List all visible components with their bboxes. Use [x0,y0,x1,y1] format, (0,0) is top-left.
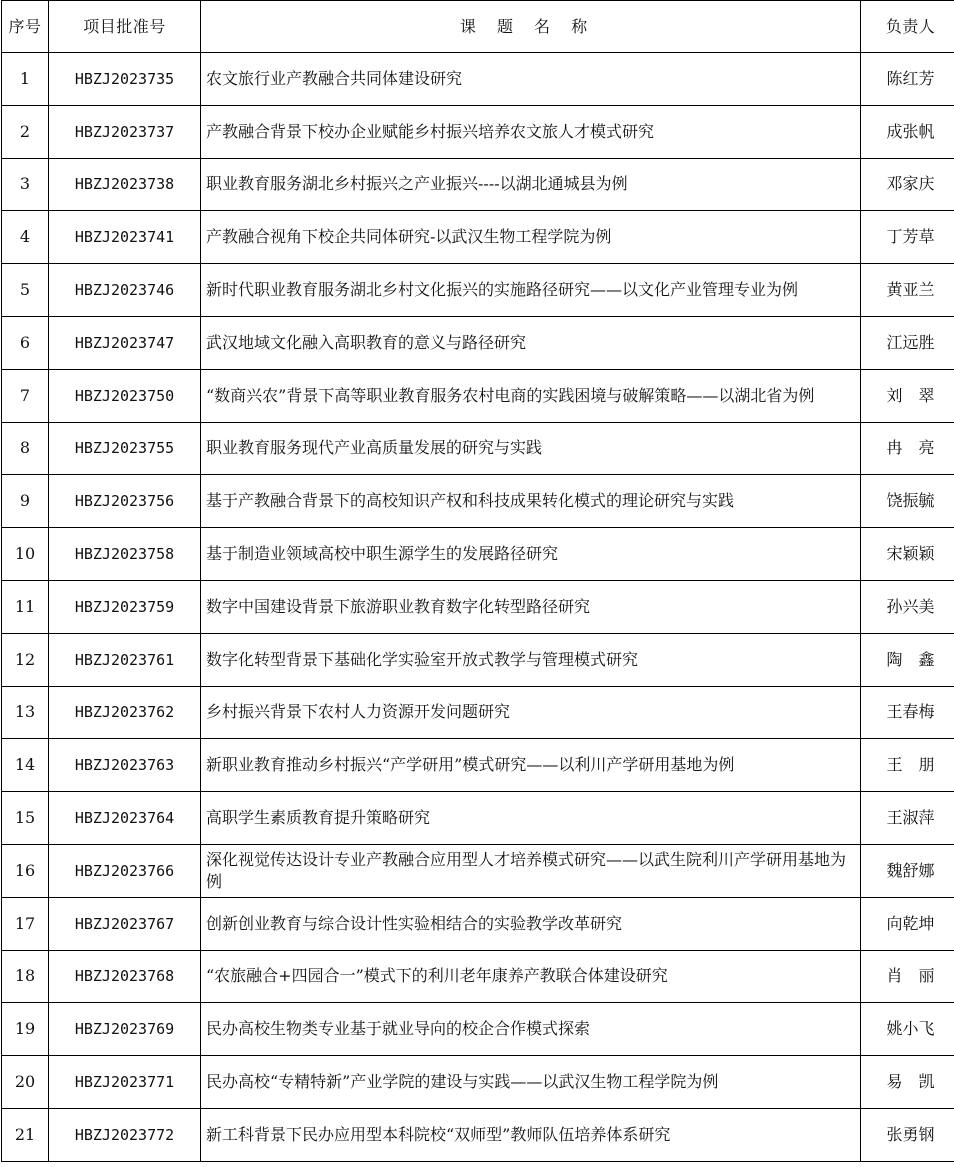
serial-number-cell: 16 [2,844,49,897]
project-table [1,0,954,1162]
project-title-cell: 民办高校“专精特新”产业学院的建设与实践——以武汉生物工程学院为例 [201,1056,861,1109]
project-title-cell: 创新创业教育与综合设计性实验相结合的实验教学改革研究 [201,897,861,950]
approval-number-cell: HBZJ2023763 [49,739,201,792]
approval-number-cell: HBZJ2023737 [49,105,201,158]
table-row [2,1003,954,1056]
table-row [2,686,954,739]
serial-number-cell: 8 [2,422,49,475]
person-in-charge-cell: 邓家庆 [861,158,954,211]
project-title-cell: 基于制造业领域高校中职生源学生的发展路径研究 [201,528,861,581]
table-row [2,158,954,211]
person-in-charge-cell: 魏舒娜 [861,844,954,897]
table-row [2,950,954,1003]
table-row [2,53,954,106]
serial-number-cell: 4 [2,211,49,264]
person-in-charge-cell: 姚小飞 [861,1003,954,1056]
approval-number-cell: HBZJ2023762 [49,686,201,739]
table-row [2,844,954,897]
table-row [2,528,954,581]
approval-number-cell: HBZJ2023755 [49,422,201,475]
project-title-cell: 新时代职业教育服务湖北乡村文化振兴的实施路径研究——以文化产业管理专业为例 [201,264,861,317]
header-serial-number: 序号 [2,1,49,53]
approval-number-cell: HBZJ2023769 [49,1003,201,1056]
table-row [2,1108,954,1161]
person-in-charge-cell: 冉 亮 [861,422,954,475]
project-title-cell: 新工科背景下民办应用型本科院校“双师型”教师队伍培养体系研究 [201,1108,861,1161]
approval-number-cell: HBZJ2023738 [49,158,201,211]
project-title-cell: 高职学生素质教育提升策略研究 [201,792,861,845]
person-in-charge-cell: 王 朋 [861,739,954,792]
table-row [2,633,954,686]
serial-number-cell: 3 [2,158,49,211]
approval-number-cell: HBZJ2023758 [49,528,201,581]
project-title-cell: 职业教育服务湖北乡村振兴之产业振兴----以湖北通城县为例 [201,158,861,211]
serial-number-cell: 10 [2,528,49,581]
person-in-charge-cell: 陈红芳 [861,53,954,106]
approval-number-cell: HBZJ2023735 [49,53,201,106]
table-header-row [2,1,954,53]
table-row [2,739,954,792]
header-approval-number: 项目批准号 [49,1,201,53]
person-in-charge-cell: 孙兴美 [861,580,954,633]
serial-number-cell: 5 [2,264,49,317]
serial-number-cell: 14 [2,739,49,792]
approval-number-cell: HBZJ2023772 [49,1108,201,1161]
person-in-charge-cell: 王淑萍 [861,792,954,845]
approval-number-cell: HBZJ2023741 [49,211,201,264]
approval-number-cell: HBZJ2023771 [49,1056,201,1109]
approval-number-cell: HBZJ2023746 [49,264,201,317]
person-in-charge-cell: 成张帆 [861,105,954,158]
project-title-cell: 数字中国建设背景下旅游职业教育数字化转型路径研究 [201,580,861,633]
approval-number-cell: HBZJ2023766 [49,844,201,897]
approval-number-cell: HBZJ2023747 [49,316,201,369]
project-title-cell: 产教融合背景下校办企业赋能乡村振兴培养农文旅人才模式研究 [201,105,861,158]
table-row [2,105,954,158]
project-title-cell: 新职业教育推动乡村振兴“产学研用”模式研究——以利川产学研用基地为例 [201,739,861,792]
serial-number-cell: 19 [2,1003,49,1056]
project-title-cell: 职业教育服务现代产业高质量发展的研究与实践 [201,422,861,475]
person-in-charge-cell: 易 凯 [861,1056,954,1109]
serial-number-cell: 9 [2,475,49,528]
serial-number-cell: 20 [2,1056,49,1109]
table-row [2,897,954,950]
approval-number-cell: HBZJ2023750 [49,369,201,422]
person-in-charge-cell: 丁芳草 [861,211,954,264]
serial-number-cell: 6 [2,316,49,369]
table-body [2,53,954,1162]
serial-number-cell: 1 [2,53,49,106]
serial-number-cell: 15 [2,792,49,845]
person-in-charge-cell: 江远胜 [861,316,954,369]
serial-number-cell: 12 [2,633,49,686]
serial-number-cell: 13 [2,686,49,739]
project-title-cell: 深化视觉传达设计专业产教融合应用型人才培养模式研究——以武生院利川产学研用基地为例 [201,844,861,897]
person-in-charge-cell: 宋颖颖 [861,528,954,581]
serial-number-cell: 21 [2,1108,49,1161]
project-title-cell: 农文旅行业产教融合共同体建设研究 [201,53,861,106]
project-title-cell: 数字化转型背景下基础化学实验室开放式教学与管理模式研究 [201,633,861,686]
serial-number-cell: 18 [2,950,49,1003]
person-in-charge-cell: 向乾坤 [861,897,954,950]
table-row [2,264,954,317]
table-row [2,422,954,475]
approval-number-cell: HBZJ2023759 [49,580,201,633]
table-row [2,211,954,264]
project-title-cell: 民办高校生物类专业基于就业导向的校企合作模式探索 [201,1003,861,1056]
person-in-charge-cell: 刘 翠 [861,369,954,422]
project-title-cell: 产教融合视角下校企共同体研究-以武汉生物工程学院为例 [201,211,861,264]
table-row [2,1056,954,1109]
table-row [2,792,954,845]
approval-number-cell: HBZJ2023767 [49,897,201,950]
header-person-in-charge: 负责人 [861,1,954,53]
person-in-charge-cell: 肖 丽 [861,950,954,1003]
table-row [2,316,954,369]
person-in-charge-cell: 张勇钢 [861,1108,954,1161]
serial-number-cell: 11 [2,580,49,633]
project-title-cell: 武汉地域文化融入高职教育的意义与路径研究 [201,316,861,369]
header-project-title: 课 题 名 称 [201,1,861,53]
person-in-charge-cell: 饶振毓 [861,475,954,528]
table-row [2,580,954,633]
person-in-charge-cell: 王春梅 [861,686,954,739]
serial-number-cell: 7 [2,369,49,422]
project-title-cell: 基于产教融合背景下的高校知识产权和科技成果转化模式的理论研究与实践 [201,475,861,528]
serial-number-cell: 2 [2,105,49,158]
approval-number-cell: HBZJ2023756 [49,475,201,528]
project-title-cell: “数商兴农”背景下高等职业教育服务农村电商的实践困境与破解策略——以湖北省为例 [201,369,861,422]
project-title-cell: “农旅融合+四园合一”模式下的利川老年康养产教联合体建设研究 [201,950,861,1003]
serial-number-cell: 17 [2,897,49,950]
approval-number-cell: HBZJ2023761 [49,633,201,686]
approval-number-cell: HBZJ2023764 [49,792,201,845]
approval-number-cell: HBZJ2023768 [49,950,201,1003]
person-in-charge-cell: 陶 鑫 [861,633,954,686]
table-row [2,475,954,528]
person-in-charge-cell: 黄亚兰 [861,264,954,317]
table-row [2,369,954,422]
project-title-cell: 乡村振兴背景下农村人力资源开发问题研究 [201,686,861,739]
